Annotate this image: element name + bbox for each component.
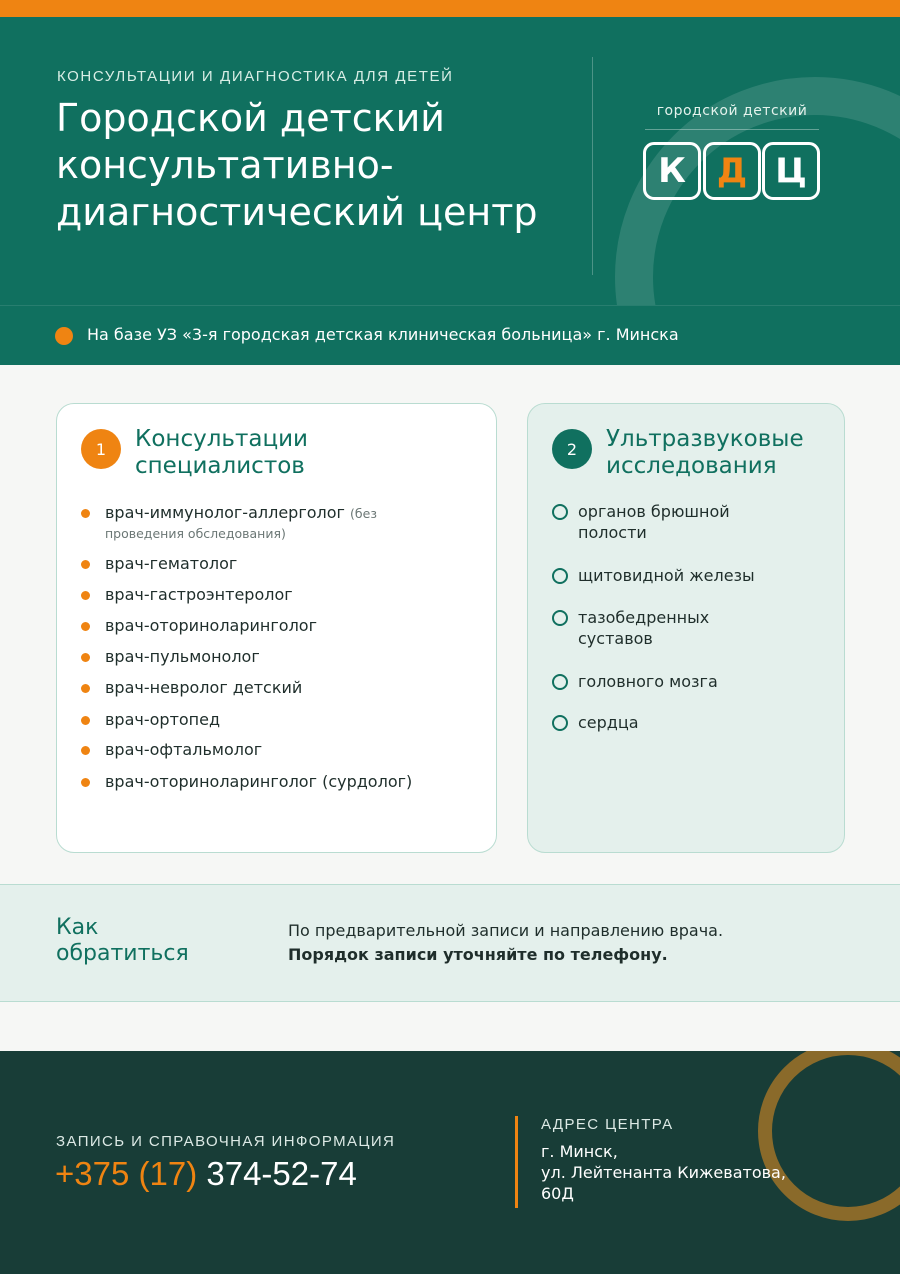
circle-bullet-icon <box>552 715 568 731</box>
list-item <box>105 646 260 667</box>
list-item <box>105 553 237 574</box>
list-item-label: врач-оториноларинголог (сурдолог) <box>105 772 413 791</box>
bullet-icon <box>81 684 90 693</box>
list-item <box>105 771 412 792</box>
circle-bullet-icon <box>552 610 568 626</box>
list-item-label: врач-оториноларинголог <box>105 616 317 635</box>
address-accent-bar <box>515 1116 518 1208</box>
bullet-icon <box>81 509 90 518</box>
list-item-label: врач-гематолог <box>105 554 238 573</box>
bullet-icon <box>81 746 90 755</box>
affiliation-bar <box>0 305 900 365</box>
list-item <box>578 607 709 649</box>
list-item-label: врач-ортопед <box>105 710 221 729</box>
consultations-card <box>56 403 497 853</box>
section-number-badge: 2 <box>552 429 592 469</box>
affiliation-dot-icon <box>55 327 73 345</box>
logo-letter-ts: Ц <box>762 142 820 200</box>
how-to-apply-text: По предварительной записи и направлению врача. <box>288 921 724 940</box>
list-item-label: врач-гастроэнтеролог <box>105 585 293 604</box>
logo-divider <box>645 129 819 130</box>
list-item <box>578 501 730 543</box>
circle-bullet-icon <box>552 504 568 520</box>
list-item-label: сердца <box>578 713 639 732</box>
phone-number[interactable] <box>55 1155 357 1193</box>
ultrasound-card <box>527 403 845 853</box>
bullet-icon <box>81 591 90 600</box>
list-item <box>105 502 377 543</box>
top-accent-stripe <box>0 0 900 17</box>
ultrasound-title: Ультразвуковые исследования <box>606 426 804 479</box>
bullet-icon <box>81 716 90 725</box>
list-item-note-line2: проведения обследования) <box>105 526 286 541</box>
list-item-label: врач-пульмонолог <box>105 647 260 666</box>
list-item-label: врач-невролог детский <box>105 678 303 697</box>
header-eyebrow: КОНСУЛЬТАЦИИ И ДИАГНОСТИКА ДЛЯ ДЕТЕЙ <box>57 68 454 85</box>
list-item <box>105 739 262 760</box>
list-item <box>578 712 639 733</box>
affiliation-text: На базе УЗ «3-я городская детская клиническая больница» г. Минска <box>87 325 679 344</box>
page-title: Городской детский консультативно-диагностический центр <box>56 96 538 234</box>
address-text: г. Минск, ул. Лейтенанта Кижеватова, 60Д <box>541 1142 786 1203</box>
circle-bullet-icon <box>552 674 568 690</box>
logo-letter-k: К <box>643 142 701 200</box>
list-item-label: врач-офтальмолог <box>105 740 263 759</box>
list-item <box>105 584 293 605</box>
list-item-label: щитовидной железы <box>578 566 755 585</box>
list-item-label: тазобедренных <box>578 608 710 627</box>
circle-bullet-icon <box>552 568 568 584</box>
logo-caption: городской детский <box>656 103 808 119</box>
bullet-icon <box>81 653 90 662</box>
list-item-label-line2: суставов <box>578 629 653 648</box>
header-divider <box>592 57 593 275</box>
how-to-apply-title: Как обратиться <box>56 915 189 966</box>
footer <box>0 1051 900 1274</box>
bullet-icon <box>81 778 90 787</box>
contact-label: ЗАПИСЬ И СПРАВОЧНАЯ ИНФОРМАЦИЯ <box>56 1133 396 1150</box>
list-item <box>105 615 317 636</box>
section-number-badge: 1 <box>81 429 121 469</box>
list-item <box>578 565 755 586</box>
list-item <box>105 677 302 698</box>
list-item-label: головного мозга <box>578 672 718 691</box>
bullet-icon <box>81 622 90 631</box>
header-banner <box>0 17 900 305</box>
list-item <box>578 671 718 692</box>
logo-letter-d: Д <box>703 142 761 200</box>
list-item-label: органов брюшной <box>578 502 730 521</box>
list-item-note: (без <box>350 506 377 521</box>
phone-code: +375 (17) <box>55 1155 198 1192</box>
how-to-apply-note: Порядок записи уточняйте по телефону. <box>288 945 668 964</box>
bullet-icon <box>81 560 90 569</box>
how-to-apply-section <box>0 884 900 1002</box>
list-item-label-line2: полости <box>578 523 647 542</box>
phone-digits: 374-52-74 <box>206 1155 357 1192</box>
consultations-title: Консультации специалистов <box>135 426 308 479</box>
list-item-label: врач-иммунолог-аллерголог <box>105 503 345 522</box>
address-label: АДРЕС ЦЕНТРА <box>541 1116 674 1133</box>
list-item <box>105 709 220 730</box>
